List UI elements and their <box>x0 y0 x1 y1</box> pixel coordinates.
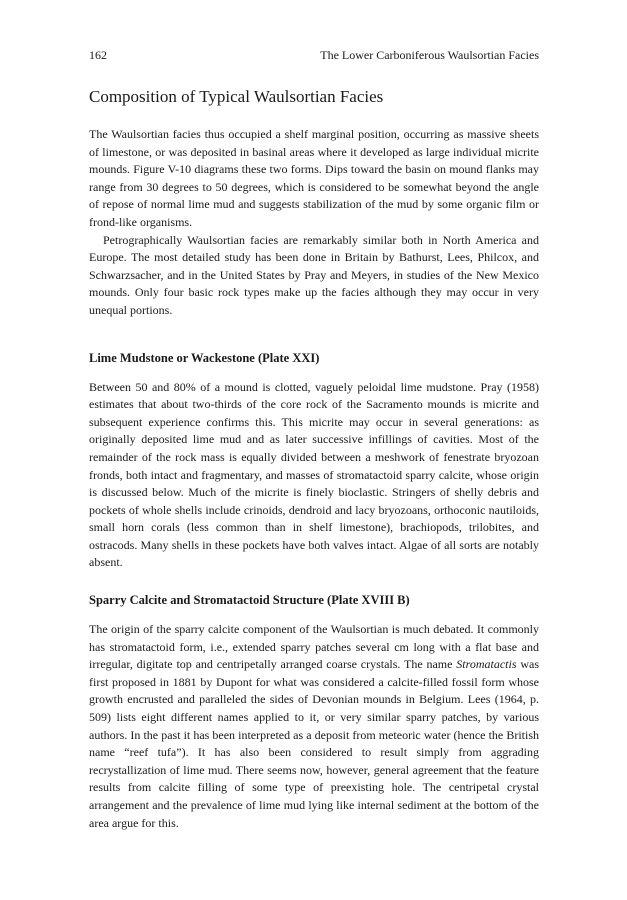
sparry-text-part-2: was first proposed in 1881 by Dupont for what was considered a calcite-filled fossil form whose growth encrusted and paralleled the sides of Devonian mounds in Belgium. Lees (1964, p. 509) lists eight different names applied to it, or very similar sparry patches, by various authors. In the past it has been interpreted as a deposit from meteoric water (hence the British name “reef tufa”). It has also been considered to result simply from aggrading recrystallization of lime mud. There seems now, however, general agreement that the feature results from calcite filling of some type of preexisting hole. The centripetal crystal arrangement and the prevalence of lime mud lying like internal sediment at the bottom of the area argue for this. <box>89 657 539 830</box>
running-head <box>89 48 539 62</box>
stromatactis-term: Stromatactis <box>456 657 517 672</box>
sparry-text-part-1: The origin of the sparry calcite component of the Waulsortian is much debated. It commonly has stromatactoid form, i.e., extended sparry patches several cm long with a flat base and irregular, digitate top and centripetally arranged coarse crystals. The name <box>89 622 539 672</box>
running-title: The Lower Carboniferous Waulsortian Facies <box>320 48 539 62</box>
intro-paragraph-2: Petrographically Waulsortian facies are remarkably similar both in North America and Europe. The most detailed study has been done in Britain by Bathurst, Lees, Philcox, and Schwarzsacher, and in the United States by Pray and Meyers, in studies of the New Mexico mounds. Only four basic rock types make up the facies although they may occur in very unequal portions. <box>89 232 539 317</box>
book-page <box>89 48 539 832</box>
lime-mudstone-paragraph: Between 50 and 80% of a mound is clotted, vaguely peloidal lime mudstone. Pray (1958) estimates that about two-thirds of the core rock of the Sacramento mounds is micrite and subsequent experience confirms this. This micrite may occur in several generations: as originally deposited lime mud and as later successive infillings of cavities. Most of the remainder of the rock mass is equally divided between a meshwork of fenestrate bryozoan fronds, both intact and fragmentary, and masses of stromatactoid sparry calcite, whose origin is discussed below. Much of the micrite is finely bioclastic. Stringers of shelly debris and pockets of whole shells include crinoids, dendroid and lacy bryozoans, orthoconic nautiloids, small horn corals (less common than in shelf limestone), brachiopods, trilobites, and ostracods. Many shells in these pockets have both valves intact. Algae of all sorts are notably absent. <box>89 379 539 570</box>
subsection-heading-lime-mudstone: Lime Mudstone or Wackestone (Plate XXI) <box>89 350 320 365</box>
intro-paragraph-1: The Waulsortian facies thus occupied a shelf marginal position, occurring as massive sheets of limestone, or was deposited in basinal areas where it developed as large individual micrite mounds. Figure V-10 diagrams these two forms. Dips toward the basin on mound flanks may range from 30 degrees to 50 degrees, which is considered to be somewhat beyond the angle of repose of normal lime mud and suggests stabilization of the mud by some organic film or frond-like organisms. <box>89 127 539 229</box>
page-number: 162 <box>89 48 107 62</box>
section-title: Composition of Typical Waulsortian Facies <box>89 87 384 106</box>
sparry-calcite-paragraph <box>89 621 539 832</box>
subsection-heading-sparry-calcite: Sparry Calcite and Stromatactoid Structure (Plate XVIII B) <box>89 593 410 608</box>
